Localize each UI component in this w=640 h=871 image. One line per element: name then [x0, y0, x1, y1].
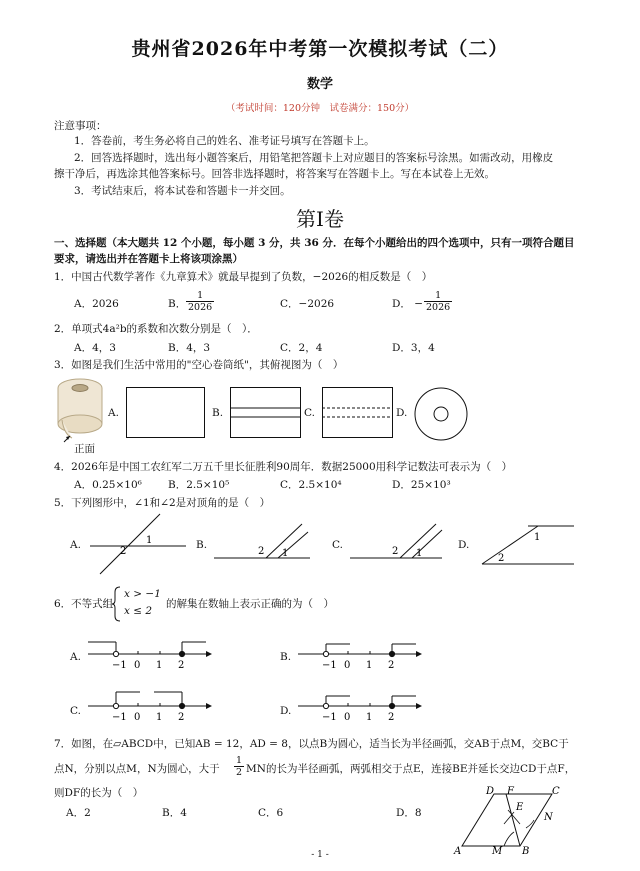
- q5-b-angle2: 2: [258, 546, 265, 557]
- q2-option-a: A．4，3: [74, 342, 116, 354]
- tick-label: −1: [112, 660, 127, 671]
- q7-option-c: C．6: [258, 807, 284, 819]
- q6-option-d: D.: [280, 705, 292, 717]
- q6-number-line-c: [88, 688, 218, 724]
- q1-stem: 1．中国古代数学著作《九章算术》就最早提到了负数，−2026的相反数是（ ）: [54, 271, 433, 283]
- q3-stem: 3．如图是我们生活中常用的"空心卷筒纸"，其俯视图为（ ）: [54, 359, 344, 371]
- tick-label: 1: [366, 712, 373, 723]
- q1-option-b-fraction: [186, 290, 214, 313]
- q4-option-c: C．2.5×10⁴: [280, 479, 342, 491]
- q2-option-d: D．3，4: [392, 342, 435, 354]
- tick-label: 2: [178, 660, 185, 671]
- q5-figure-b: [214, 518, 314, 562]
- q5-option-d: D.: [458, 539, 470, 551]
- q2-stem: 2．单项式4a²b的系数和次数分别是（ ）．: [54, 323, 258, 335]
- q7-fraction-den: 2: [236, 767, 243, 778]
- q4-option-b: B．2.5×10⁵: [168, 479, 230, 491]
- q5-a-angle1: 1: [146, 535, 153, 546]
- closed-point: [389, 703, 394, 708]
- q2-option-b: B．4，3: [168, 342, 211, 354]
- q7-line2-a: 点N，分别以点M，N为圆心，大于: [54, 763, 220, 775]
- q7-fraction-num: 1: [236, 755, 243, 766]
- q7-label-c: C: [552, 786, 560, 797]
- tick-label: −1: [112, 712, 127, 723]
- q4-option-a: A．0.25×10⁶: [74, 479, 142, 491]
- q2-option-c: C．2，4: [280, 342, 323, 354]
- q3-option-d: D.: [396, 407, 408, 419]
- q5-c-angle2: 2: [392, 546, 399, 557]
- q7-label-n: N: [544, 812, 553, 823]
- axis-arrow: [416, 703, 422, 709]
- page-number: - 1 -: [311, 850, 329, 860]
- axis-arrow: [206, 703, 212, 709]
- q6-stem-suffix: 的解集在数轴上表示正确的为（ ）: [166, 598, 334, 610]
- q1-option-d: [392, 297, 423, 311]
- tick-label: −1: [322, 712, 337, 723]
- q5-b-angle1: 1: [282, 548, 289, 559]
- q5-option-a: A.: [70, 539, 81, 551]
- q7-label-f: F: [507, 786, 514, 797]
- q6-number-line-d: [298, 688, 428, 724]
- q3-option-a: A.: [108, 407, 119, 419]
- q6-inequality-2: x ≤ 2: [124, 605, 153, 617]
- q6-number-line-b: [298, 636, 428, 672]
- open-point: [323, 651, 328, 656]
- tick-label: 0: [134, 712, 141, 723]
- q6-brace: [112, 586, 122, 622]
- tick-label: 1: [156, 712, 163, 723]
- q1-b-denominator: 2026: [188, 302, 213, 313]
- q7-fraction: [234, 755, 244, 778]
- q6-option-b: B.: [280, 651, 292, 663]
- time-note: （考试时间：120分钟 试卷满分：150分）: [225, 103, 415, 114]
- note-item-3: 3．考试结束后，将本试卷和答题卡一并交回。: [74, 185, 291, 197]
- q7-label-m: M: [492, 846, 503, 857]
- q5-stem: 5．下列图形中，∠1和∠2是对顶角的是（ ）: [54, 497, 271, 509]
- axis-arrow: [416, 651, 422, 657]
- section-heading-2: 要求，请选出并在答题卡上将该项涂黑）: [54, 253, 243, 265]
- tick-label: 2: [178, 712, 185, 723]
- subject-title: 数学: [306, 77, 333, 92]
- tick-label: 1: [156, 660, 163, 671]
- q7-label-a: A: [454, 846, 462, 857]
- notes-heading: 注意事项：: [54, 120, 107, 132]
- q6-inequality-1: x > −1: [124, 588, 161, 600]
- tick-label: 0: [344, 712, 351, 723]
- q1-d-denominator: 2026: [426, 302, 451, 313]
- exam-title: 贵州省2026年中考第一次模拟考试（二）: [131, 38, 509, 60]
- q6-number-line-a: [88, 636, 218, 672]
- tick-label: 2: [388, 712, 395, 723]
- q7-parallelogram-figure: [452, 784, 572, 857]
- q3-figure-a: [126, 387, 206, 439]
- open-point: [323, 703, 328, 708]
- tick-label: 2: [388, 660, 395, 671]
- q6-option-a: A.: [70, 651, 81, 663]
- q1-d-numerator: 1: [424, 290, 452, 302]
- q5-c-angle1: 1: [416, 548, 423, 559]
- q5-d-angle1: 1: [534, 532, 541, 543]
- q4-stem: 4．2026年是中国工农红军二万五千里长征胜利90周年．数据25000用科学记数法可表示为（ ）: [54, 461, 513, 473]
- closed-point: [179, 703, 184, 708]
- q5-option-c: C.: [332, 539, 343, 551]
- q3-front-label: 正面: [74, 443, 95, 455]
- q1-option-d-label: D．: [392, 298, 411, 310]
- q1-option-d-sign: −: [414, 298, 424, 310]
- q3-figure-d: [413, 386, 469, 442]
- q7-label-d: D: [486, 786, 495, 797]
- q7-label-b: B: [522, 846, 530, 857]
- tick-label: 0: [344, 660, 351, 671]
- note-item-2-cont: 擦干净后，再选涂其他答案标号。回答非选择题时，将答案写在答题卡上。写在本试卷上无效。: [54, 168, 495, 180]
- q1-option-d-fraction: [424, 290, 452, 313]
- open-point: [113, 703, 118, 708]
- q7-option-a: A．2: [66, 807, 91, 819]
- q5-figure-a: [90, 512, 190, 576]
- q3-option-c: C.: [304, 407, 315, 419]
- tick-label: 0: [134, 660, 141, 671]
- q1-option-b: [168, 297, 186, 311]
- q5-a-angle2: 2: [120, 546, 127, 557]
- closed-point: [179, 651, 184, 656]
- q5-d-angle2: 2: [498, 553, 505, 564]
- q5-option-b: B.: [196, 539, 208, 551]
- open-point: [113, 651, 118, 656]
- q3-option-b: B.: [212, 407, 224, 419]
- q3-figure-c: [322, 387, 394, 439]
- note-item-1: 1．答卷前，考生务必将自己的姓名、准考证号填写在答题卡上。: [74, 135, 375, 147]
- q7-label-e: E: [516, 802, 524, 813]
- q7-line2-b: MN的长为半径画弧，两弧相交于点E，连接BE并延长交边CD于点F，: [246, 763, 576, 775]
- q6-stem-prefix: 6．不等式组: [54, 598, 114, 610]
- q4-option-d: D．25×10³: [392, 479, 451, 491]
- axis-arrow: [206, 651, 212, 657]
- tick-label: −1: [322, 660, 337, 671]
- section-heading-1: 一、选择题（本大题共 12 个小题，每小题 3 分，共 36 分．在每个小题给出的四个选项中，只有一项符合题目: [54, 237, 575, 249]
- q6-option-c: C.: [70, 705, 81, 717]
- q7-line1: 7．如图，在▱ABCD中，已知AB = 12，AD = 8，以点B为圆心，适当长为半径画弧，交AB于点M，交BC于: [54, 738, 569, 750]
- q3-figure-b: [230, 387, 302, 439]
- q7-option-d: D．8: [396, 807, 422, 819]
- note-item-2: 2．回答选择题时，选出每小题答案后，用铅笔把答题卡上对应题目的答案标号涂黑。如需改动，用橡皮: [74, 152, 554, 164]
- closed-point: [389, 651, 394, 656]
- q5-figure-c: [350, 518, 450, 562]
- q1-option-a: A．2026: [74, 298, 119, 310]
- q7-option-b: B．4: [162, 807, 187, 819]
- q7-line3: 则DF的长为（ ）: [54, 787, 144, 799]
- q1-option-b-label: B．: [168, 298, 187, 310]
- volume-title: 第Ⅰ卷: [296, 207, 344, 231]
- tick-label: 1: [366, 660, 373, 671]
- q1-option-c: C．−2026: [280, 298, 335, 310]
- q5-figure-d: [478, 518, 578, 568]
- q1-b-numerator: 1: [186, 290, 214, 302]
